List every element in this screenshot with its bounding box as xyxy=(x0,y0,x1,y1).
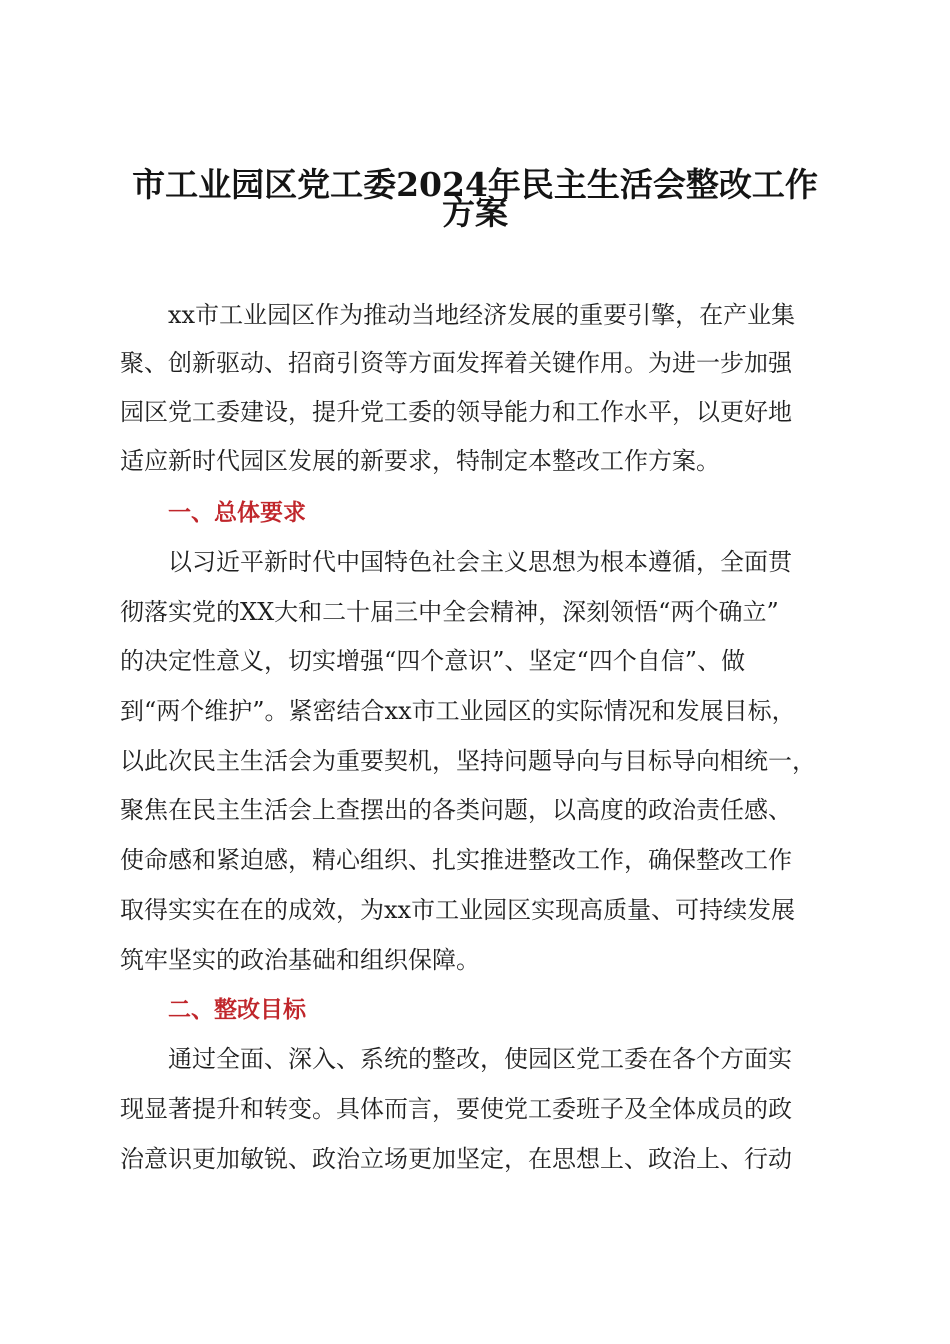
section1-line: 取得实实在在的成效，为xx市工业园区实现高质量、可持续发展 xyxy=(120,896,796,924)
section-heading-overall-requirements: 一、总体要求 xyxy=(168,500,306,526)
document-title-line-2: 方案 xyxy=(442,193,508,232)
section1-line: 以此次民主生活会为重要契机，坚持问题导向与目标导向相统一， xyxy=(120,747,816,775)
section2-line: 通过全面、深入、系统的整改，使园区党工委在各个方面实 xyxy=(168,1045,792,1073)
section1-line: 到“两个维护”。紧密结合xx市工业园区的实际情况和发展目标， xyxy=(120,697,796,725)
section1-line: 使命感和紧迫感，精心组织、扎实推进整改工作，确保整改工作 xyxy=(120,846,792,874)
section2-line: 治意识更加敏锐、政治立场更加坚定，在思想上、政治上、行动 xyxy=(120,1145,792,1173)
section1-line: 彻落实党的XX大和二十届三中全会精神，深刻领悟“两个确立” xyxy=(120,598,779,626)
intro-line: 聚、创新驱动、招商引资等方面发挥着关键作用。为进一步加强 xyxy=(120,349,792,377)
document-title-line-1: 市工业园区党工委2024年民主生活会整改工作 xyxy=(132,165,818,204)
section1-line: 的决定性意义，切实增强“四个意识”、坚定“四个自信”、做 xyxy=(120,647,746,675)
section2-line: 现显著提升和转变。具体而言，要使党工委班子及全体成员的政 xyxy=(120,1095,792,1123)
section1-line: 筑牢坚实的政治基础和组织保障。 xyxy=(120,946,480,974)
section1-line: 聚焦在民主生活会上查摆出的各类问题，以高度的政治责任感、 xyxy=(120,796,792,824)
intro-line: 园区党工委建设，提升党工委的领导能力和工作水平，以更好地 xyxy=(120,398,792,426)
intro-line: xx市工业园区作为推动当地经济发展的重要引擎，在产业集 xyxy=(168,301,796,329)
intro-line: 适应新时代园区发展的新要求，特制定本整改工作方案。 xyxy=(120,447,720,475)
section-heading-rectification-goals: 二、整改目标 xyxy=(168,997,306,1023)
section1-line: 以习近平新时代中国特色社会主义思想为根本遵循，全面贯 xyxy=(168,548,792,576)
